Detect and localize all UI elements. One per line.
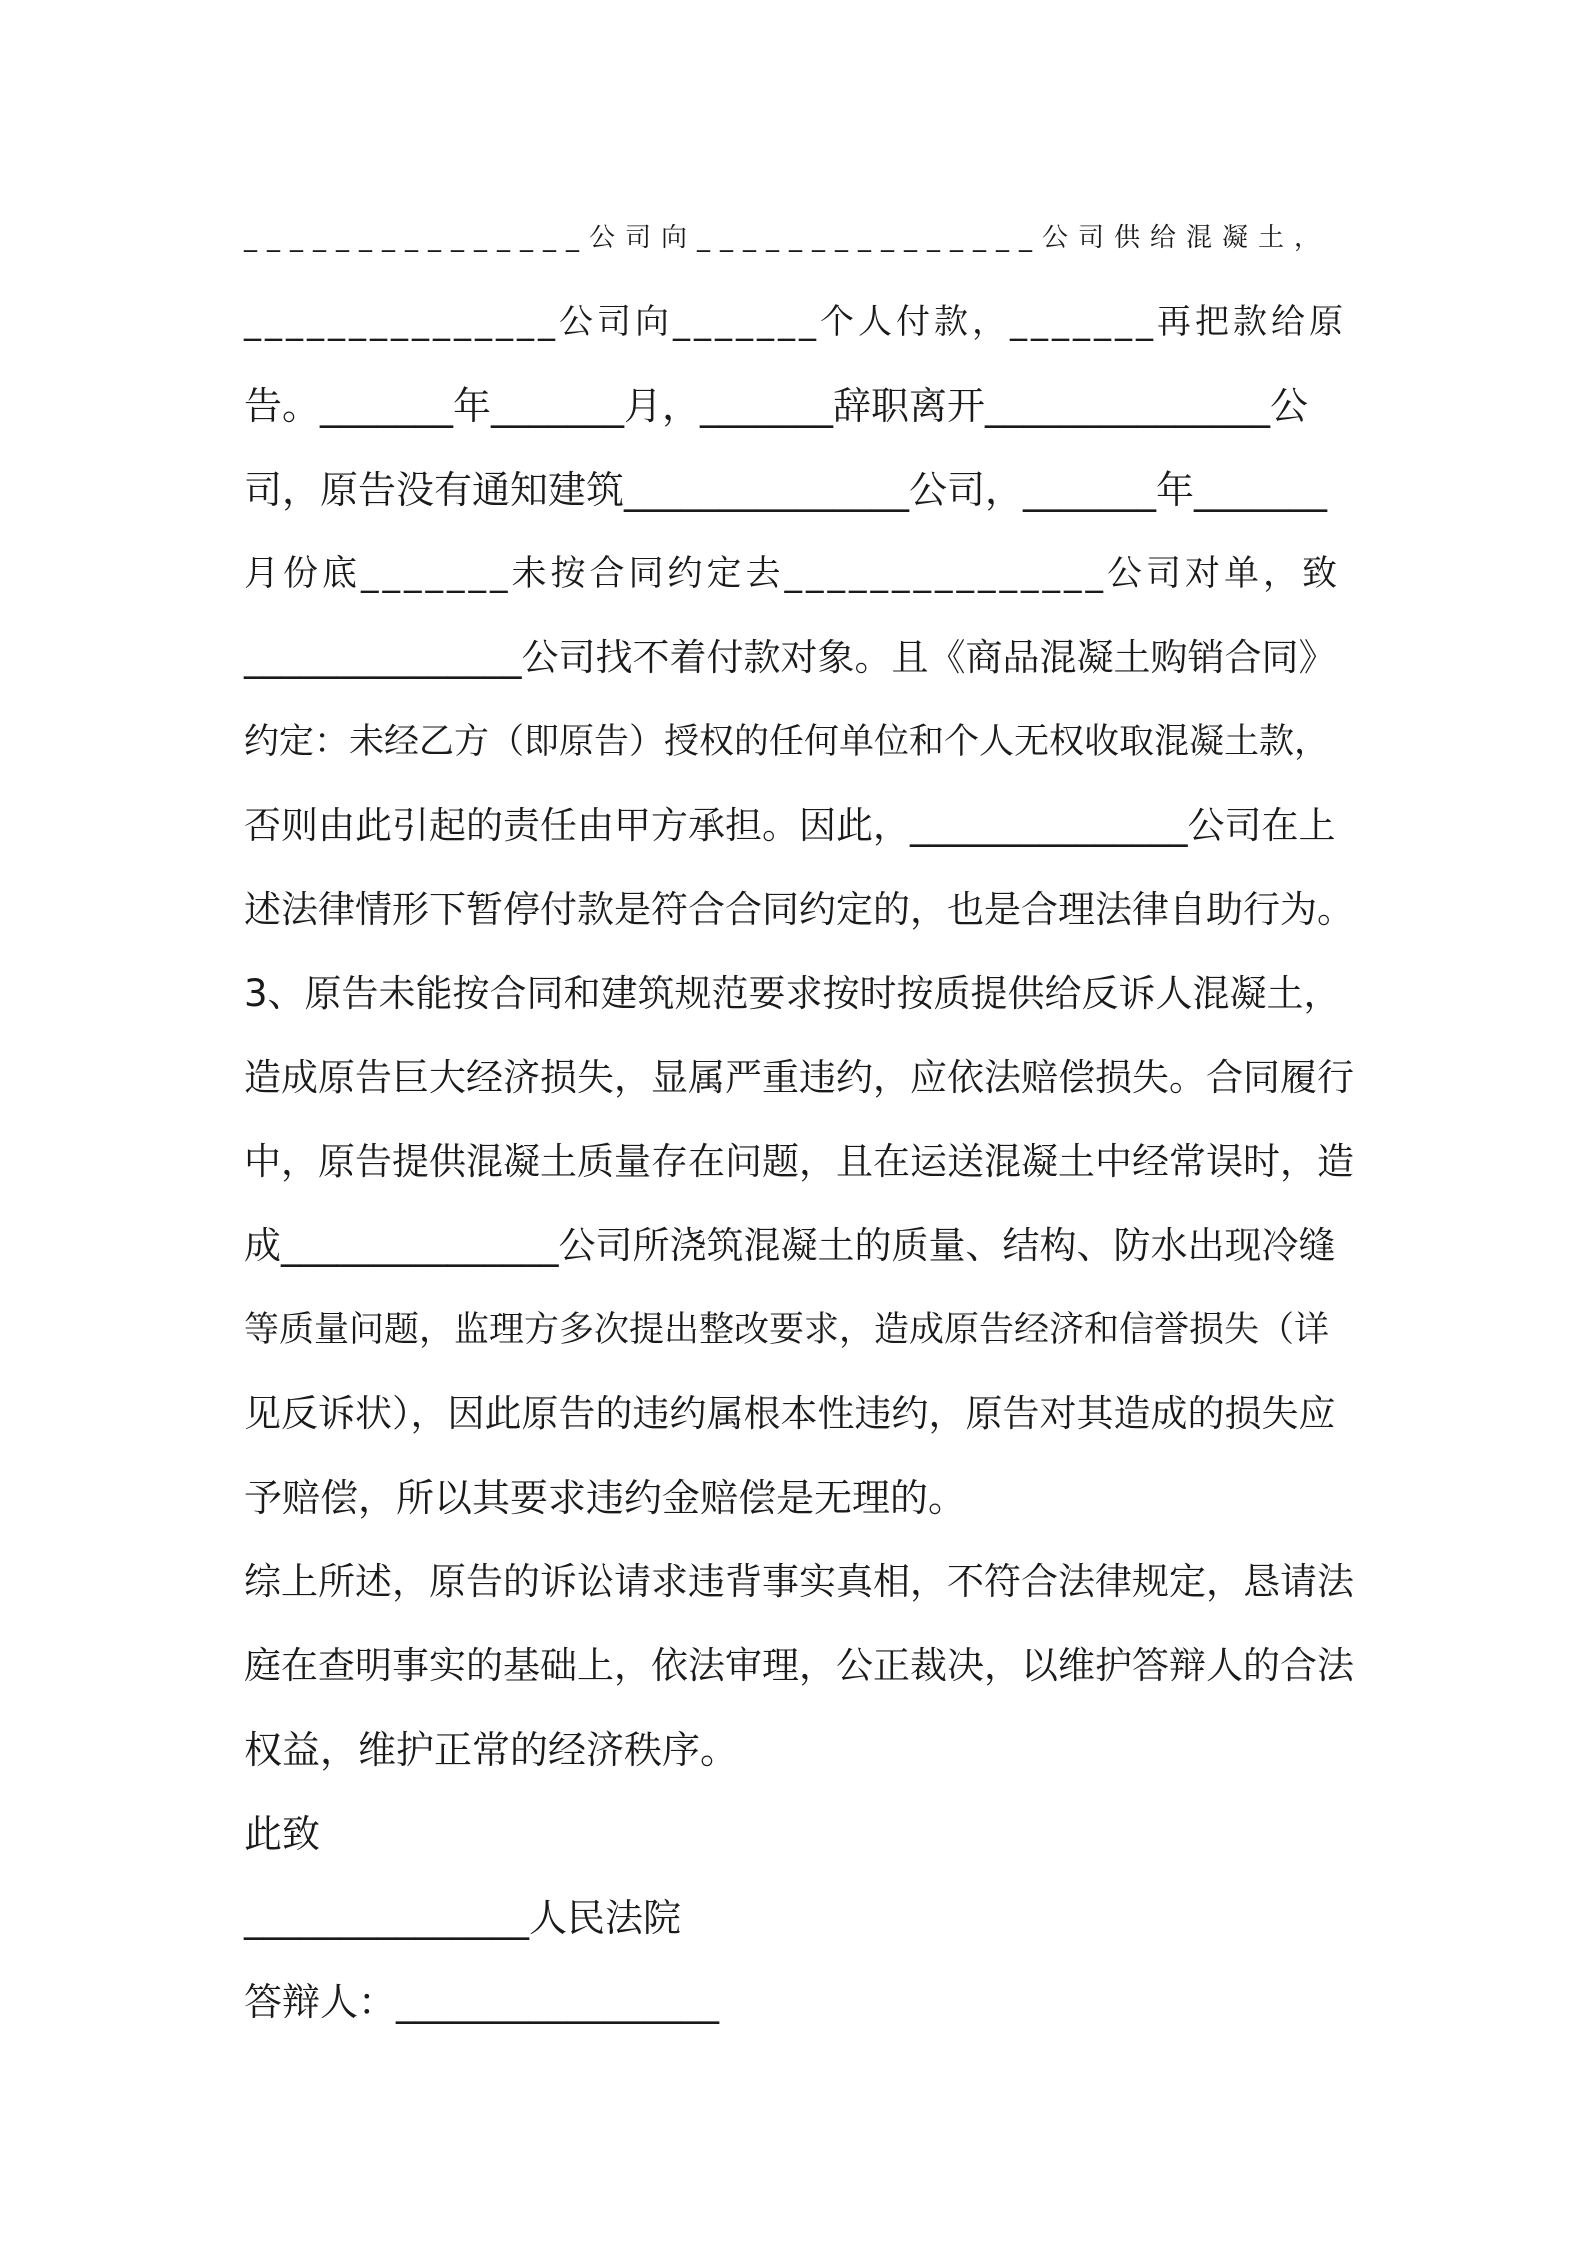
respondent-signature-line: 答辩人：_________________ (244, 1980, 720, 2024)
text-line: 权益，维护正常的经济秩序。 (244, 1728, 739, 1772)
salutation: 此致 (244, 1812, 321, 1856)
text-line: 等质量问题，监理方多次提出整改要求，造成原告经济和信誉损失（详 (244, 1310, 1330, 1350)
document-body (244, 196, 1354, 2044)
text-line: 约定：未经乙方（即原告）授权的任何单位和个人无权收取混凝土款， (244, 722, 1330, 762)
text-line: 成_______________公司所浇筑混凝土的质量、结构、防水出现冷缝 (244, 1224, 1336, 1267)
text-line: 予赔偿，所以其要求违约金赔偿是无理的。 (244, 1476, 967, 1520)
text-line: _______________公司找不着付款对象。且《商品混凝土购销合同》 (244, 636, 1336, 679)
text-line: 告。_______年_______月，_______辞职离开_______________公 (244, 384, 1309, 428)
text-line: 庭在查明事实的基础上，依法审理，公正裁决，以维护答辩人的合法 (244, 1644, 1354, 1687)
court-addressee: _______________人民法院 (244, 1896, 682, 1940)
text-line: _______________公司向_______________公司供给混凝土， (244, 223, 1331, 253)
text-line: 中，原告提供混凝土质量存在问题，且在运送混凝土中经常误时，造 (244, 1140, 1354, 1183)
text-line: 月份底_______未按合同约定去_______________公司对单，致 (244, 554, 1342, 594)
text-line: 见反诉状），因此原告的违约属根本性违约，原告对其造成的损失应 (244, 1392, 1336, 1435)
text-line: _______________公司向_______个人付款，_______再把款给原 (244, 302, 1347, 342)
text-line: 否则由此引起的责任由甲方承担。因此，_______________公司在上 (244, 804, 1336, 847)
text-line: 述法律情形下暂停付款是符合合同约定的，也是合理法律自助行为。 (244, 888, 1354, 931)
text-line: 3、原告未能按合同和建筑规范要求按时按质提供给反诉人混凝土， (244, 972, 1341, 1015)
text-line: 综上所述，原告的诉讼请求违背事实真相，不符合法律规定，恳请法 (244, 1560, 1354, 1603)
text-line: 司，原告没有通知建筑_______________公司，_______年_______ (244, 468, 1328, 512)
text-line: 造成原告巨大经济损失，显属严重违约，应依法赔偿损失。合同履行 (244, 1056, 1354, 1099)
